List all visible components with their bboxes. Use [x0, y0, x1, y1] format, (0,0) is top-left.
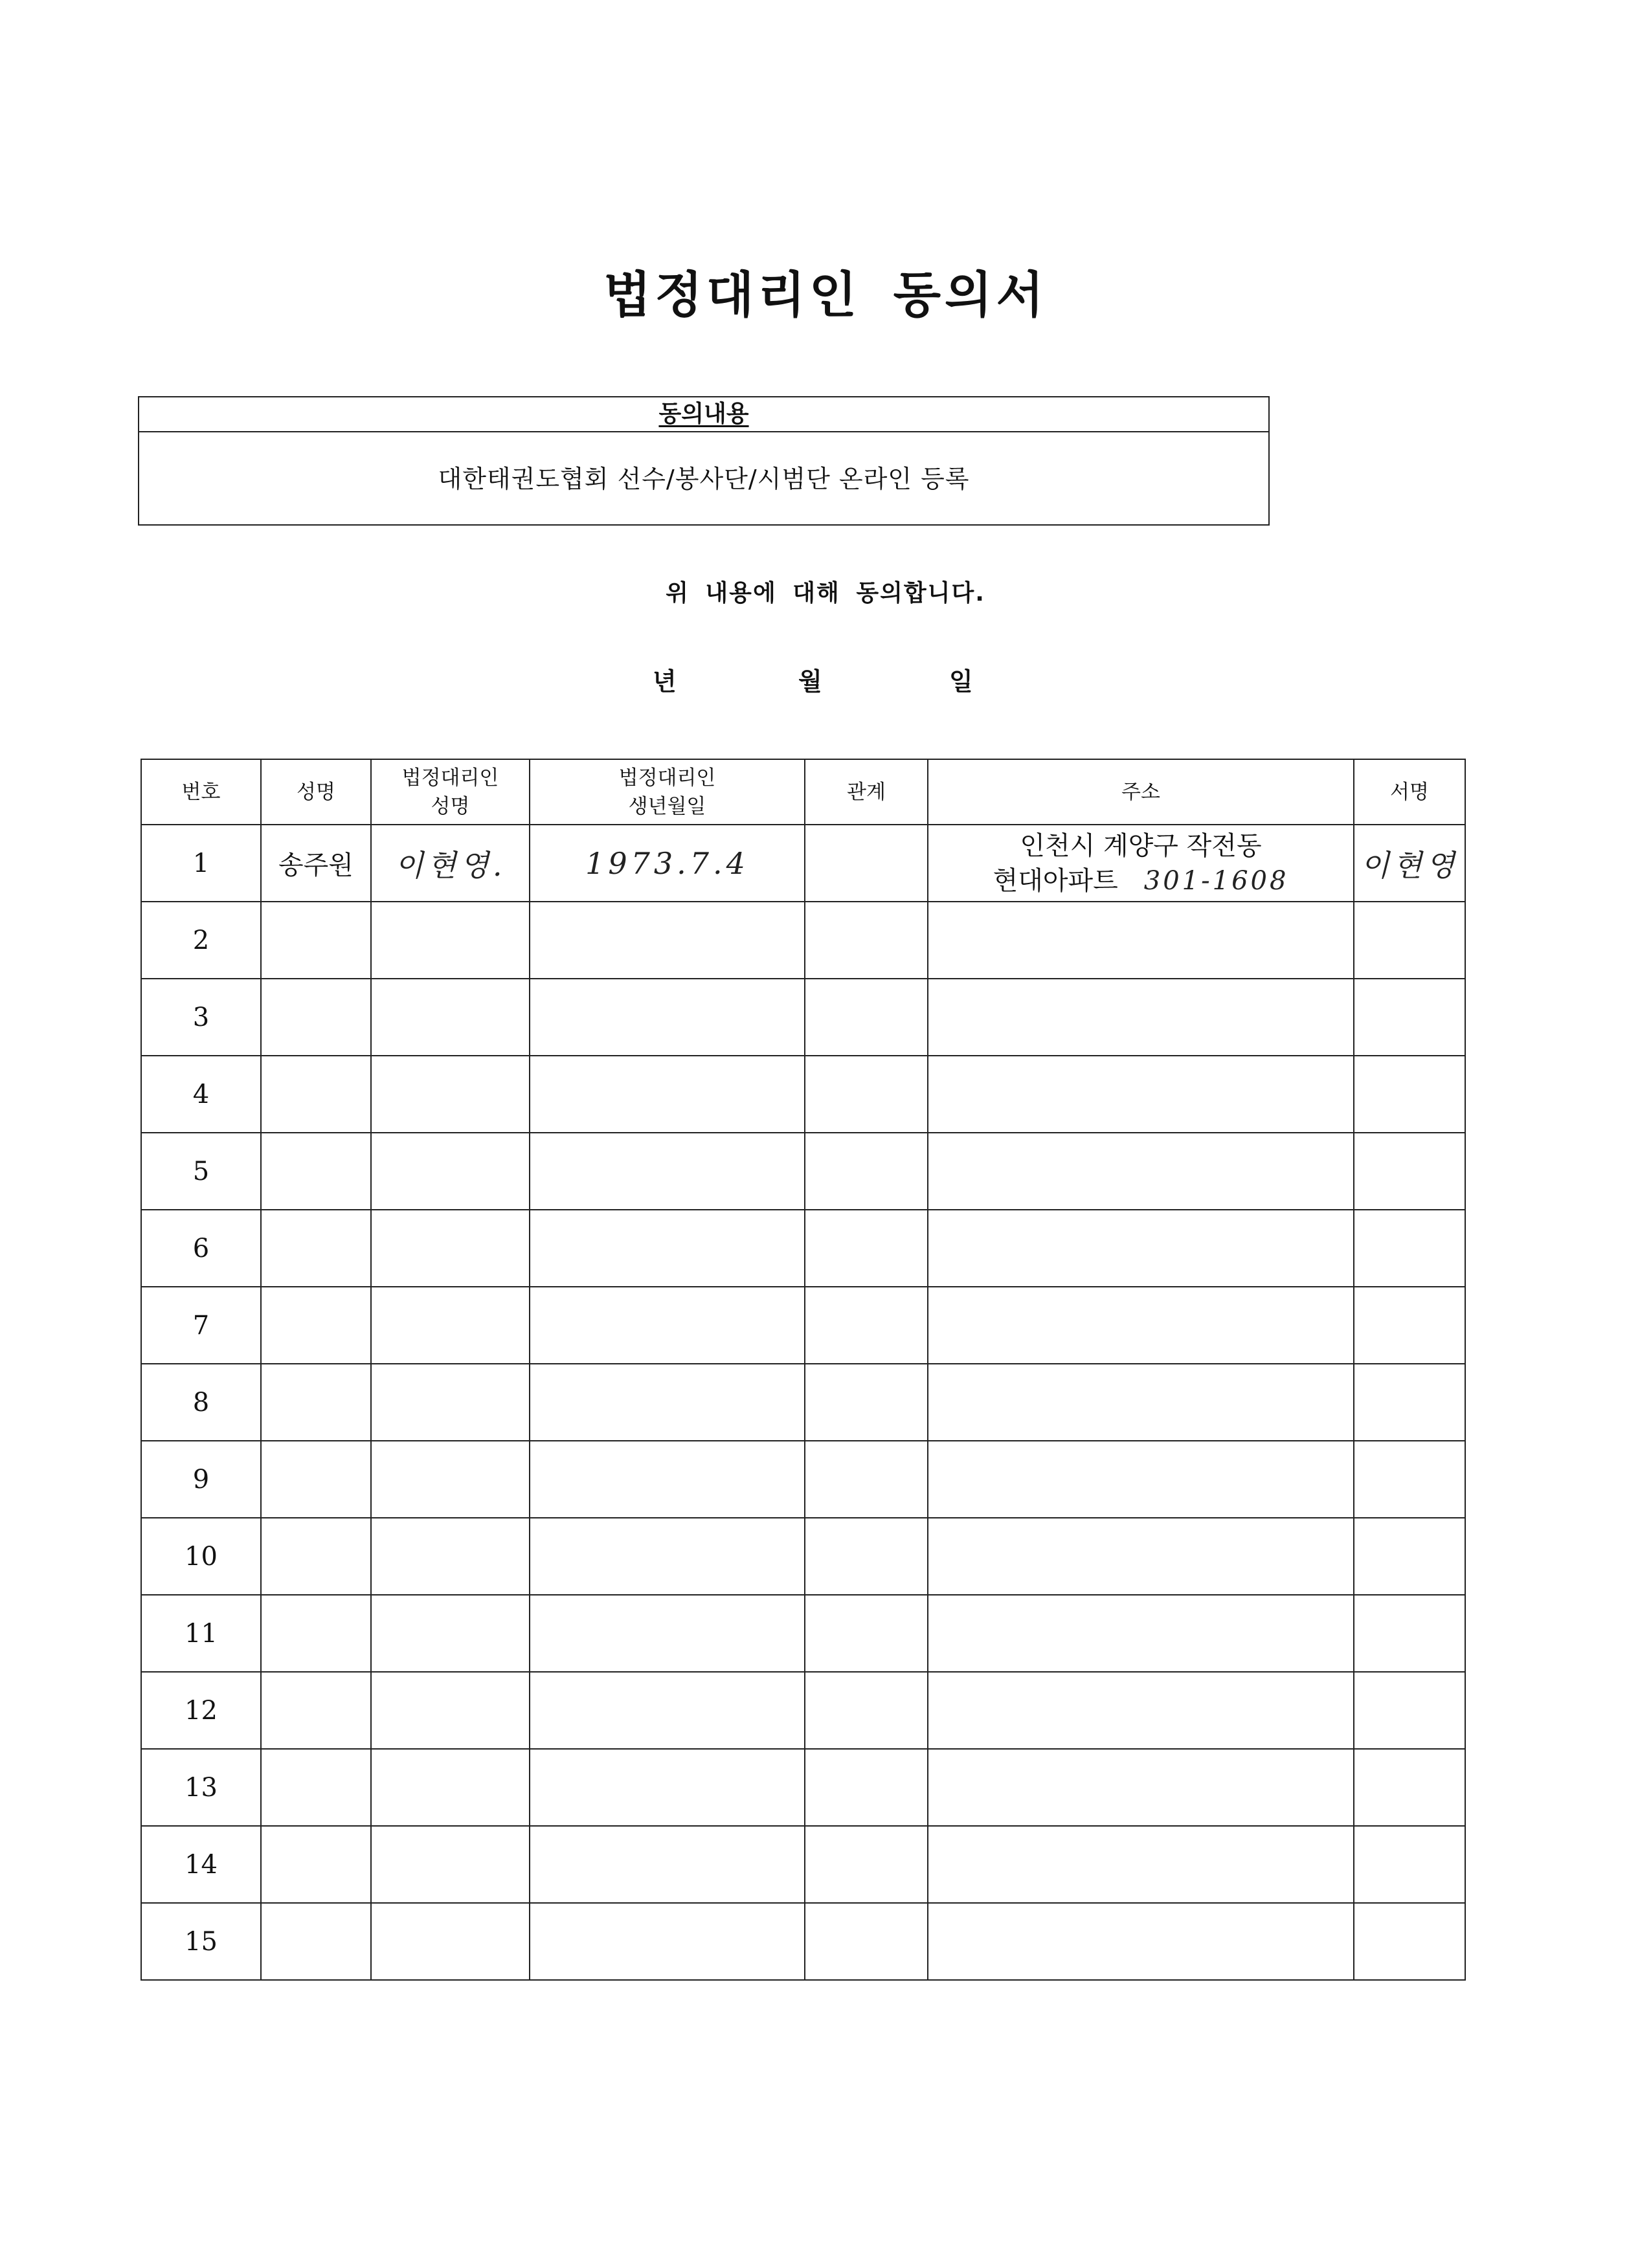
date-day-label: 일 — [949, 667, 973, 696]
relation — [805, 902, 928, 979]
row-number: 12 — [141, 1672, 261, 1749]
relation — [805, 1595, 928, 1672]
guardian-name — [371, 1441, 530, 1518]
address-line2 — [928, 1308, 1353, 1343]
signature — [1354, 825, 1465, 902]
signature — [1354, 1133, 1465, 1210]
student-name — [261, 1672, 371, 1749]
address-line2 — [928, 1616, 1353, 1651]
row-number: 15 — [141, 1903, 261, 1980]
address — [928, 1364, 1354, 1441]
table-row — [141, 1826, 1465, 1903]
student-name — [261, 902, 371, 979]
guardian-name — [371, 1056, 530, 1133]
guardian-name — [371, 1518, 530, 1595]
row-number: 5 — [141, 1133, 261, 1210]
relation — [805, 825, 928, 902]
student-name — [261, 1518, 371, 1595]
relation — [805, 1056, 928, 1133]
address-line1: 인천시 계양구 작전동 — [1020, 830, 1262, 861]
guardian-name — [371, 1287, 530, 1364]
guardian-name — [371, 825, 530, 902]
table-row — [141, 1056, 1465, 1133]
consent-header-label: 동의내용 — [658, 401, 749, 427]
address — [928, 1903, 1354, 1980]
row-number: 1 — [141, 825, 261, 902]
document-title: 법정대리인 동의서 — [603, 266, 1048, 324]
table-row — [141, 1441, 1465, 1518]
relation — [805, 979, 928, 1056]
table-row — [141, 902, 1465, 979]
guardian-birth — [530, 1056, 805, 1133]
header-number: 번호 — [141, 759, 261, 825]
agreement-statement: 위 내용에 대해 동의합니다. — [666, 580, 985, 606]
relation — [805, 1133, 928, 1210]
guardian-birth — [530, 1595, 805, 1672]
student-name — [261, 1056, 371, 1133]
signature — [1354, 1364, 1465, 1441]
header-guardian-birth-line2: 생년월일 — [628, 794, 706, 818]
address-line2 — [928, 1693, 1353, 1728]
consent-content: 대한태권도협회 선수/봉사단/시범단 온라인 등록 — [438, 465, 970, 493]
table-row — [141, 1595, 1465, 1672]
relation — [805, 1749, 928, 1826]
student-name — [261, 1133, 371, 1210]
guardian-birth — [530, 1672, 805, 1749]
guardian-birth — [530, 1364, 805, 1441]
address — [928, 1287, 1354, 1364]
table-row — [141, 1749, 1465, 1826]
table-row — [141, 1672, 1465, 1749]
guardian-birth — [530, 1287, 805, 1364]
guardian-name — [371, 1749, 530, 1826]
table-row — [141, 1364, 1465, 1441]
guardian-birth — [530, 1210, 805, 1287]
relation — [805, 1364, 928, 1441]
address-line2 — [928, 1462, 1353, 1497]
address — [928, 1210, 1354, 1287]
relation — [805, 1287, 928, 1364]
address-line2 — [928, 1385, 1353, 1420]
table-row — [141, 1210, 1465, 1287]
header-guardian-birth-line1: 법정대리인 — [618, 766, 716, 790]
address-line2 — [928, 1539, 1353, 1574]
table-row — [141, 825, 1465, 902]
date-month-label: 월 — [798, 667, 822, 696]
guardian-name — [371, 1672, 530, 1749]
signature-handwritten: 이현영 — [1360, 847, 1459, 883]
header-address: 주소 — [928, 759, 1354, 825]
guardian-name — [371, 1133, 530, 1210]
address — [928, 1826, 1354, 1903]
address — [928, 1133, 1354, 1210]
relation — [805, 1672, 928, 1749]
guardian-name-handwritten: 이현영. — [394, 847, 506, 883]
relation — [805, 1903, 928, 1980]
guardian-birth — [530, 825, 805, 902]
guardian-name — [371, 902, 530, 979]
signature — [1354, 1903, 1465, 1980]
guardian-birth — [530, 1826, 805, 1903]
guardian-name — [371, 1364, 530, 1441]
row-number: 11 — [141, 1595, 261, 1672]
address-line2-printed: 현대아파트 — [993, 865, 1118, 896]
header-name: 성명 — [261, 759, 371, 825]
address-handwritten: 301-1608 — [1143, 865, 1289, 896]
address — [928, 825, 1354, 902]
guardian-name — [371, 1595, 530, 1672]
student-name — [261, 1749, 371, 1826]
signature — [1354, 1056, 1465, 1133]
header-guardian-name-line2: 성명 — [431, 794, 470, 818]
signature — [1354, 1441, 1465, 1518]
student-name — [261, 1210, 371, 1287]
table-row — [141, 1903, 1465, 1980]
relation — [805, 1826, 928, 1903]
signature — [1354, 902, 1465, 979]
table-body — [141, 825, 1465, 1980]
row-number: 4 — [141, 1056, 261, 1133]
guardian-name — [371, 1210, 530, 1287]
address — [928, 1595, 1354, 1672]
guardian-birth — [530, 1133, 805, 1210]
header-signature: 서명 — [1354, 759, 1465, 825]
row-number: 2 — [141, 902, 261, 979]
signature — [1354, 1826, 1465, 1903]
row-number: 6 — [141, 1210, 261, 1287]
address-line2 — [928, 1770, 1353, 1805]
address — [928, 1672, 1354, 1749]
address-line2 — [928, 1154, 1353, 1189]
address — [928, 1749, 1354, 1826]
student-name — [261, 979, 371, 1056]
address-line2 — [928, 1924, 1353, 1959]
address — [928, 1056, 1354, 1133]
relation — [805, 1210, 928, 1287]
address — [928, 1518, 1354, 1595]
guardian-birth — [530, 1441, 805, 1518]
table-row — [141, 1518, 1465, 1595]
student-name — [261, 1595, 371, 1672]
address-line2 — [928, 1077, 1353, 1112]
guardian-name — [371, 1903, 530, 1980]
guardian-name — [371, 979, 530, 1056]
guardian-birth-handwritten: 1973.7.4 — [585, 845, 749, 881]
header-guardian-birth — [530, 759, 805, 825]
guardian-birth — [530, 1749, 805, 1826]
student-name — [261, 1287, 371, 1364]
consent-box — [138, 396, 1270, 526]
student-name — [261, 1364, 371, 1441]
row-number: 13 — [141, 1749, 261, 1826]
signature — [1354, 1672, 1465, 1749]
row-number: 3 — [141, 979, 261, 1056]
header-relation: 관계 — [805, 759, 928, 825]
row-number: 14 — [141, 1826, 261, 1903]
address — [928, 1441, 1354, 1518]
address-line2 — [928, 863, 1353, 898]
row-number: 8 — [141, 1364, 261, 1441]
consent-header — [139, 397, 1268, 432]
address-line2 — [928, 1000, 1353, 1035]
row-number: 10 — [141, 1518, 261, 1595]
table-row — [141, 979, 1465, 1056]
table-row — [141, 1133, 1465, 1210]
table-row — [141, 1287, 1465, 1364]
address — [928, 979, 1354, 1056]
address-line2 — [928, 1231, 1353, 1266]
relation — [805, 1441, 928, 1518]
signature — [1354, 1210, 1465, 1287]
student-name — [261, 1903, 371, 1980]
guardian-birth — [530, 902, 805, 979]
address-line2 — [928, 1847, 1353, 1882]
signature — [1354, 1595, 1465, 1672]
guardian-birth — [530, 979, 805, 1056]
row-number: 7 — [141, 1287, 261, 1364]
student-name — [261, 1441, 371, 1518]
guardian-name — [371, 1826, 530, 1903]
address-line2 — [928, 923, 1353, 958]
signature — [1354, 1749, 1465, 1826]
row-number: 9 — [141, 1441, 261, 1518]
address — [928, 902, 1354, 979]
header-guardian-name-line1: 법정대리인 — [401, 766, 499, 790]
table-header-row — [141, 759, 1465, 825]
guardian-birth — [530, 1518, 805, 1595]
student-name — [261, 1826, 371, 1903]
signature — [1354, 1518, 1465, 1595]
date-year-label: 년 — [653, 667, 677, 696]
student-name: 송주원 — [261, 825, 371, 902]
signature — [1354, 1287, 1465, 1364]
guardian-birth — [530, 1903, 805, 1980]
relation — [805, 1518, 928, 1595]
signature — [1354, 979, 1465, 1056]
guardian-roster-table — [140, 759, 1466, 1981]
header-guardian-name — [371, 759, 530, 825]
